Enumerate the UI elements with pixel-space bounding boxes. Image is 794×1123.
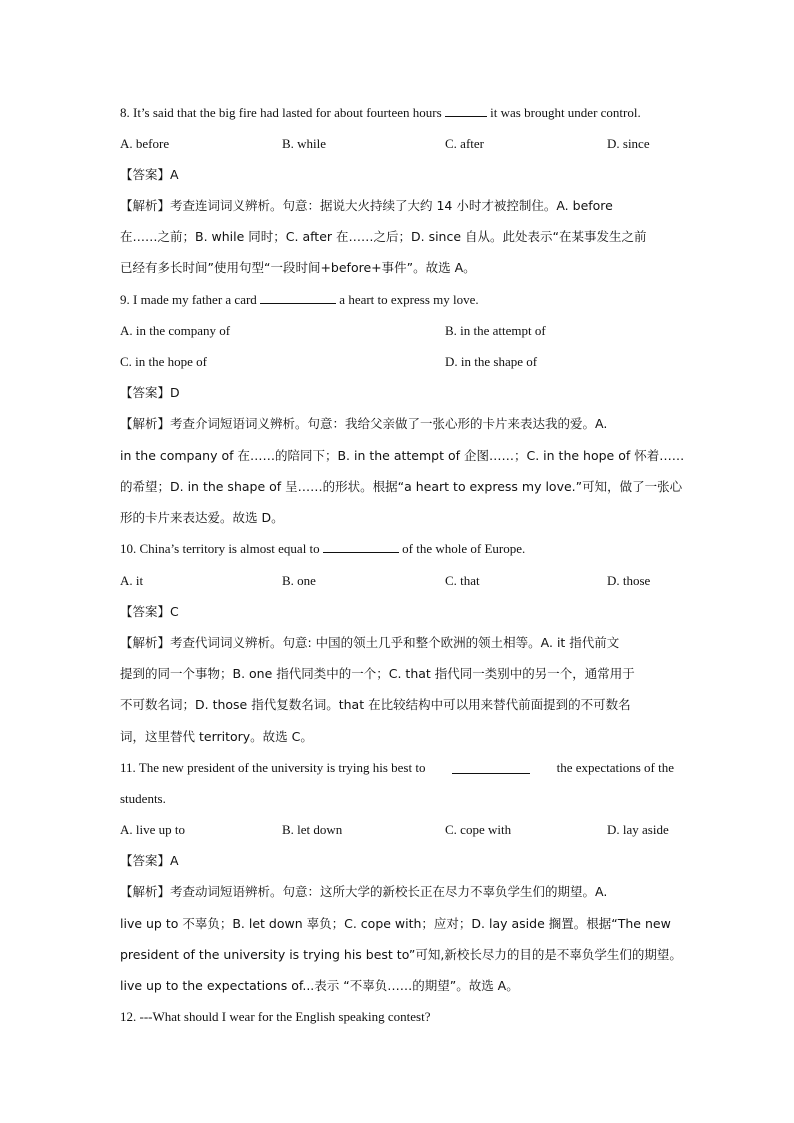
q9-option-a: A. in the company of	[120, 323, 231, 338]
q8-option-c: C. after	[445, 136, 484, 151]
q9-option-d: D. in the shape of	[445, 354, 538, 369]
q11-analysis-line-2: live up to 不辜负；B. let down 辜负；C. cope with；应对；D. lay aside 搁置。根据“The new	[120, 916, 671, 931]
q9-analysis-line-2: in the company of 在……的陪同下；B. in the attempt of 企图……；C. in the hope of 怀着……	[120, 448, 685, 463]
q11-stem-part3: students.	[120, 791, 166, 806]
q8-stem-part2: it was brought under control.	[490, 105, 641, 120]
q8-stem-part1: 8. It’s said that the big fire had lasted for about fourteen hours	[120, 105, 442, 120]
q8-analysis-line-3: 已经有多长时间”使用句型“一段时间+before+事件”。故选 A。	[120, 260, 476, 275]
q11-option-a: A. live up to	[120, 822, 185, 837]
q8-option-a: A. before	[120, 136, 170, 151]
q10-answer: 【答案】C	[120, 604, 179, 619]
q11-option-b: B. let down	[282, 822, 343, 837]
q11-answer: 【答案】A	[120, 853, 179, 868]
q10-analysis-line-4: 词，这里替代 territory。故选 C。	[120, 729, 313, 744]
q9-analysis-line-4: 形的卡片来表达爱。故选 D。	[120, 510, 284, 525]
q11-stem-part1: 11. The new president of the university is trying his best to	[120, 760, 426, 775]
q10-blank	[323, 541, 399, 553]
q11-stem-part2: the expectations of the	[556, 760, 674, 775]
q8-option-d: D. since	[607, 136, 650, 151]
question-9-stem	[120, 292, 479, 308]
q9-stem-part2: a heart to express my love.	[339, 292, 479, 307]
q11-option-d: D. lay aside	[607, 822, 669, 837]
q8-answer: 【答案】A	[120, 167, 179, 182]
q10-analysis-line-2: 提到的同一个事物；B. one 指代同类中的一个；C. that 指代同一类别中的另一个，通常用于	[120, 666, 635, 681]
q8-option-b: B. while	[282, 136, 327, 151]
q11-blank	[452, 762, 530, 774]
question-10-stem	[120, 541, 525, 557]
question-8-stem	[120, 105, 641, 121]
q11-analysis-line-1: 【解析】考查动词短语辨析。句意：这所大学的新校长正在尽力不辜负学生们的期望。A.	[120, 884, 608, 899]
q10-analysis-line-3: 不可数名词；D. those 指代复数名词。that 在比较结构中可以用来替代前面提到的不可数名	[120, 697, 631, 712]
q8-analysis-line-2: 在……之前；B. while 同时；C. after 在……之后；D. since 自从。此处表示“在某事发生之前	[120, 229, 647, 244]
question-11-stem	[120, 760, 674, 776]
q9-blank	[260, 292, 336, 304]
q8-blank	[445, 105, 487, 117]
q9-stem-part1: 9. I made my father a card	[120, 292, 257, 307]
q9-analysis-line-3: 的希望；D. in the shape of 呈……的形状。根据“a heart to express my love.”可知，做了一张心	[120, 479, 683, 494]
q11-analysis-line-3: president of the university is trying his best to”可知,新校长尽力的目的是不辜负学生们的期望。	[120, 947, 682, 962]
q10-option-c: C. that	[445, 573, 480, 588]
q10-option-b: B. one	[282, 573, 316, 588]
q9-option-c: C. in the hope of	[120, 354, 208, 369]
q9-answer: 【答案】D	[120, 385, 180, 400]
q10-stem-part2: of the whole of Europe.	[402, 541, 526, 556]
q10-option-a: A. it	[120, 573, 144, 588]
question-12-stem: 12. ---What should I wear for the English speaking contest?	[120, 1009, 431, 1024]
q10-analysis-line-1: 【解析】考查代词词义辨析。句意: 中国的领土几乎和整个欧洲的领土相等。A. it 指代前文	[120, 635, 620, 650]
q11-option-c: C. cope with	[445, 822, 512, 837]
q11-analysis-line-4: live up to the expectations of...表示 “不辜负……的期望”。故选 A。	[120, 978, 519, 993]
q9-option-b: B. in the attempt of	[445, 323, 546, 338]
q9-analysis-line-1: 【解析】考查介词短语词义辨析。句意：我给父亲做了一张心形的卡片来表达我的爱。A.	[120, 416, 608, 431]
q10-option-d: D. those	[607, 573, 651, 588]
q8-analysis-line-1: 【解析】考查连词词义辨析。句意：据说大火持续了大约 14 小时才被控制住。A. before	[120, 198, 613, 213]
q10-stem-part1: 10. China’s territory is almost equal to	[120, 541, 320, 556]
